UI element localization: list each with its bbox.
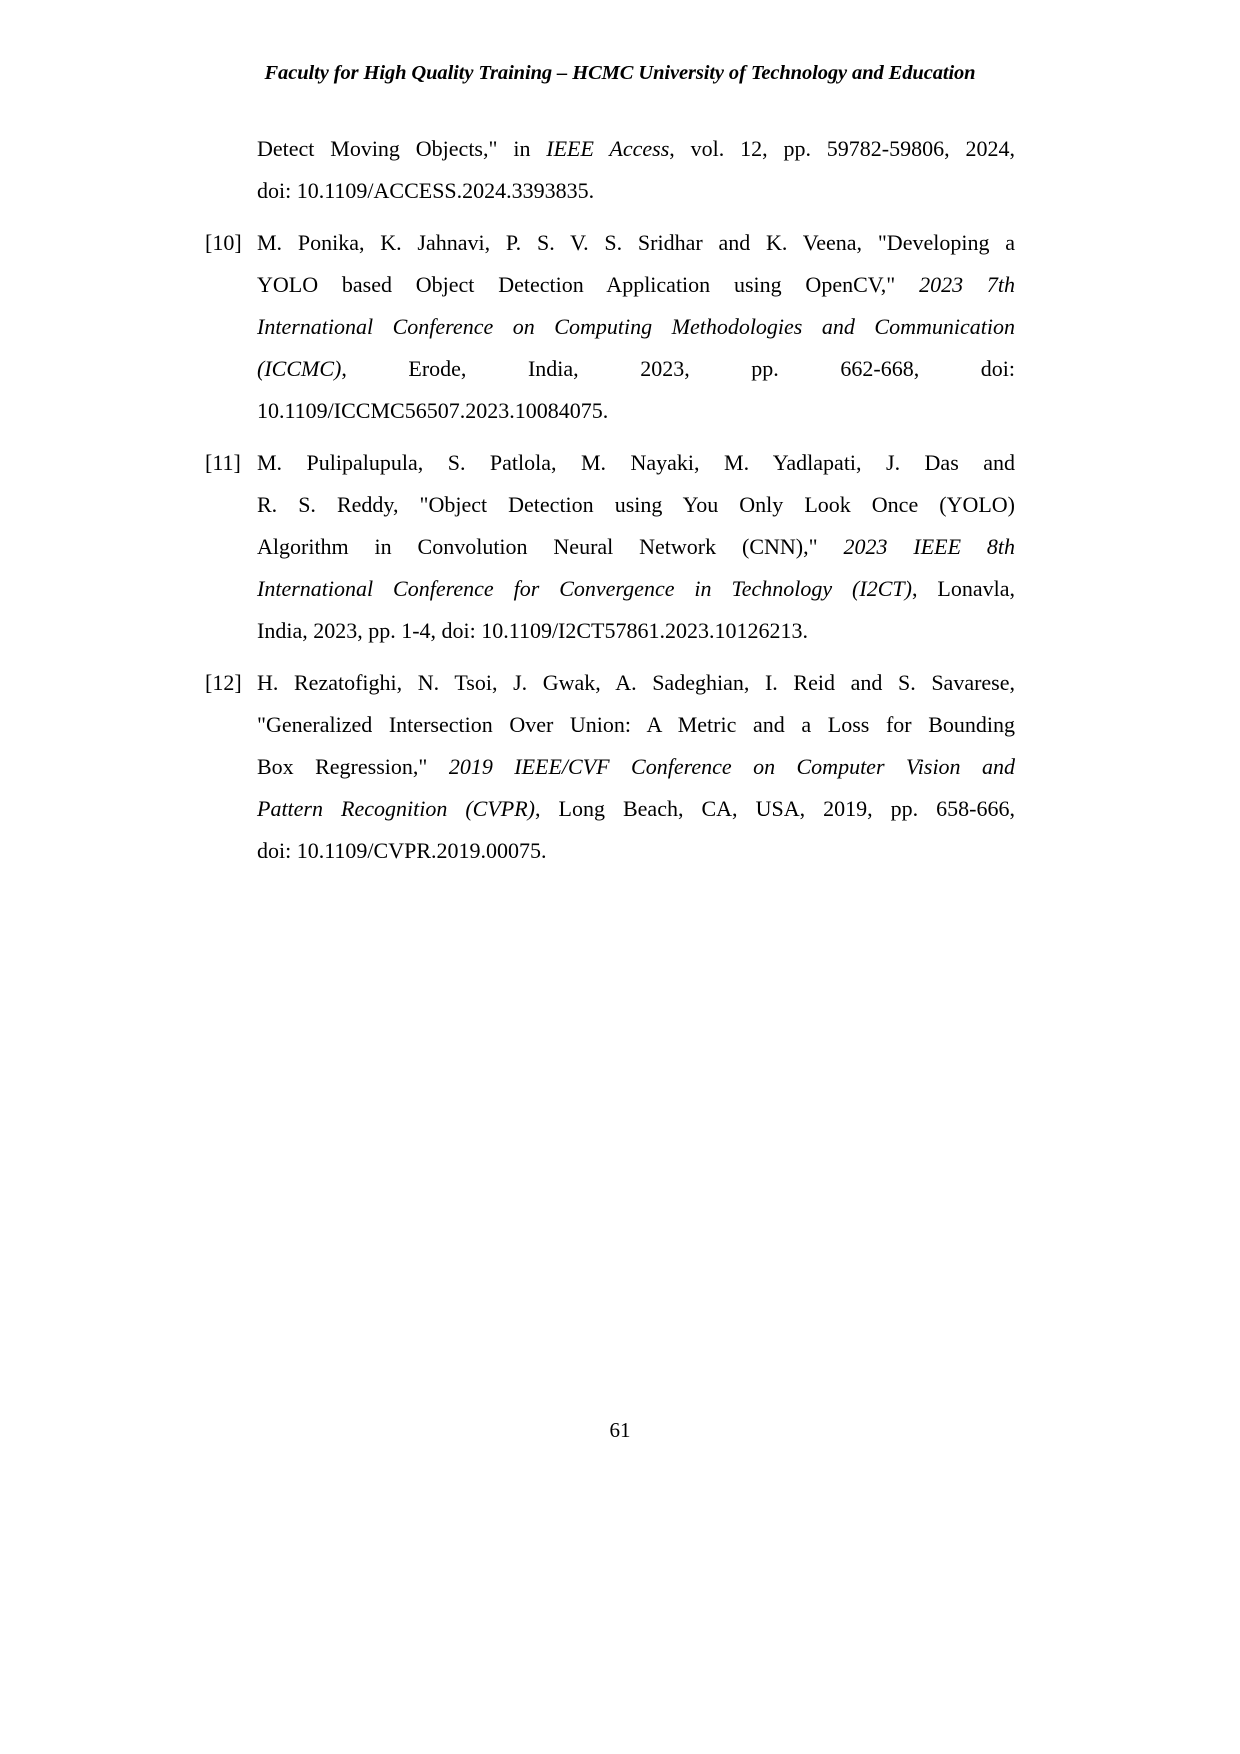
reference-segment: , Long Beach, CA, USA, 2019, pp. 658-666,	[535, 796, 1015, 821]
italic-title-text: (ICCMC)	[257, 356, 342, 381]
page-number: 61	[609, 1418, 631, 1442]
italic-title-text: IEEE Access	[546, 136, 670, 161]
reference-line	[257, 442, 1015, 484]
italic-title-text: 2019 IEEE/CVF Conference on Computer Vision and	[448, 754, 1015, 779]
reference-label: [10]	[205, 230, 242, 255]
reference-segment: "Generalized Intersection Over Union: A Metric and a Loss for Bounding	[257, 712, 1015, 737]
reference-line	[257, 662, 1015, 704]
reference-label: [12]	[205, 670, 242, 695]
reference-segment: , Erode, India, 2023, pp. 662-668, doi:	[341, 356, 1015, 381]
reference-segment: , vol. 12, pp. 59782-59806, 2024,	[669, 136, 1015, 161]
reference-line	[257, 610, 1015, 652]
italic-title-text: 2023 IEEE 8th	[843, 534, 1015, 559]
reference-line	[257, 348, 1015, 390]
italic-title-text: 2023 7th	[919, 272, 1015, 297]
reference-segment: doi: 10.1109/ACCESS.2024.3393835.	[257, 178, 595, 203]
reference-label: [11]	[205, 450, 241, 475]
reference-entry	[205, 662, 1015, 872]
reference-segment: M. Ponika, K. Jahnavi, P. S. V. S. Sridhar and K. Veena, "Developing a	[257, 230, 1015, 255]
reference-line	[257, 170, 1015, 212]
reference-segment: YOLO based Object Detection Application using OpenCV,"	[257, 272, 920, 297]
reference-text	[257, 442, 1015, 652]
reference-line	[257, 390, 1015, 432]
reference-segment: H. Rezatofighi, N. Tsoi, J. Gwak, A. Sadeghian, I. Reid and S. Savarese,	[257, 670, 1015, 695]
reference-segment: , Lonavla,	[911, 576, 1015, 601]
reference-line	[257, 222, 1015, 264]
reference-entry	[205, 442, 1015, 652]
reference-line	[257, 484, 1015, 526]
reference-segment: Detect Moving Objects," in	[257, 136, 547, 161]
references-list	[205, 128, 1015, 882]
reference-segment: R. S. Reddy, "Object Detection using You Only Look Once (YOLO)	[257, 492, 1015, 517]
reference-continuation	[205, 128, 1015, 212]
reference-line	[257, 264, 1015, 306]
reference-entry	[205, 222, 1015, 432]
reference-line	[257, 830, 1015, 872]
reference-line	[257, 704, 1015, 746]
reference-text	[257, 222, 1015, 432]
italic-title-text: Pattern Recognition (CVPR)	[257, 796, 535, 821]
reference-segment: Box Regression,"	[257, 754, 449, 779]
reference-segment: Algorithm in Convolution Neural Network (CNN),"	[257, 534, 844, 559]
reference-text	[257, 128, 1015, 212]
reference-line	[257, 568, 1015, 610]
italic-title-text: International Conference on Computing Methodologies and Communication	[257, 314, 1015, 339]
reference-line	[257, 526, 1015, 568]
reference-line	[257, 128, 1015, 170]
reference-segment: M. Pulipalupula, S. Patlola, M. Nayaki, M. Yadlapati, J. Das and	[257, 450, 1015, 475]
reference-segment: doi: 10.1109/CVPR.2019.00075.	[257, 838, 547, 863]
reference-text	[257, 662, 1015, 872]
reference-segment: 10.1109/ICCMC56507.2023.10084075.	[257, 398, 609, 423]
reference-line	[257, 746, 1015, 788]
reference-segment: India, 2023, pp. 1-4, doi: 10.1109/I2CT57861.2023.10126213.	[257, 618, 808, 643]
reference-line	[257, 788, 1015, 830]
italic-title-text: International Conference for Convergence in Technology (I2CT)	[257, 576, 912, 601]
running-header: Faculty for High Quality Training – HCMC University of Technology and Education	[264, 62, 976, 84]
reference-line	[257, 306, 1015, 348]
